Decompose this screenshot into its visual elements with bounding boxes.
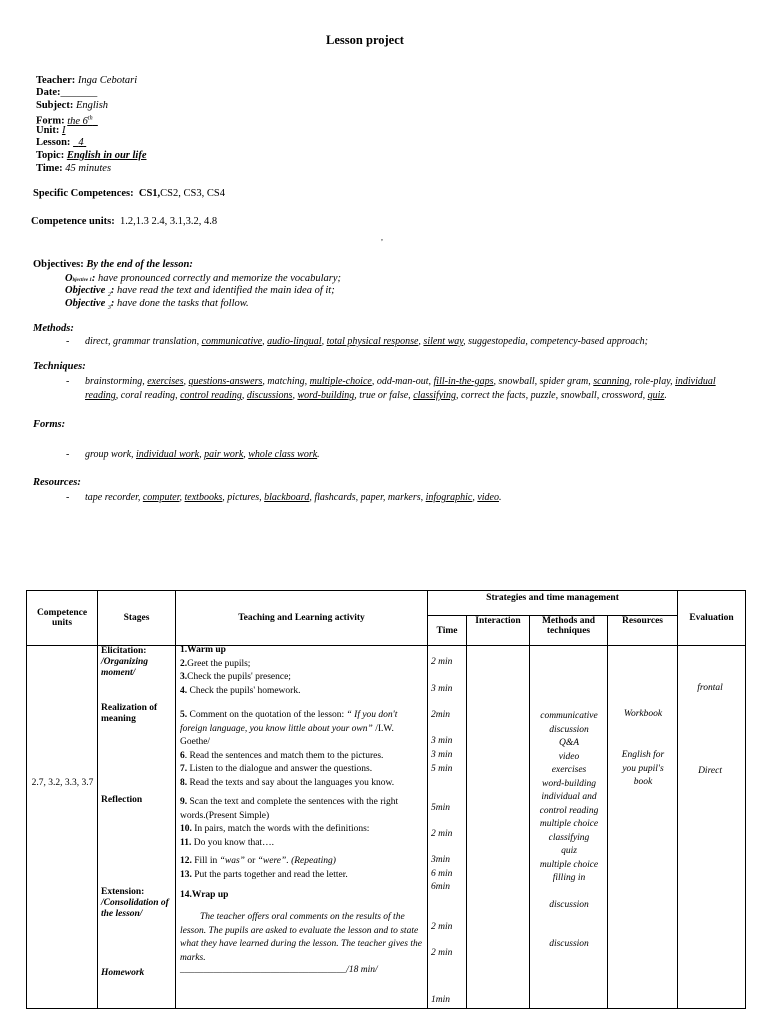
wrapup-text: The teacher offers oral comments on the results of the lesson. The pupils are asked to evaluate the lesson and to state what they have learned during the lesson. The teacher gives the marks. (180, 912, 422, 963)
time-value: 3 min (431, 750, 453, 760)
time-value: 45 minutes (65, 163, 112, 174)
lesson-value: 4 (78, 137, 84, 148)
list-segment: questions-answers (188, 376, 263, 387)
evaluation-item: Direct (698, 766, 722, 776)
list-segment: audio-lingual (267, 336, 322, 347)
time-value: 3min (431, 855, 450, 865)
method-item: classifying (548, 833, 590, 843)
stray-mark: , (381, 233, 383, 242)
list-segment: infographic (425, 492, 473, 503)
list-segment: , coral reading, (115, 390, 181, 401)
time-value: 2 min (431, 948, 453, 958)
list-segment: , matching, (262, 376, 310, 387)
list-segment: multiple-choice (309, 376, 372, 387)
lesson-table (26, 590, 746, 1009)
competence-cell: 2.7, 3.2, 3.3, 3.7 (27, 646, 98, 1009)
stages-cell (98, 646, 176, 1009)
list-segment: communicative (201, 336, 263, 347)
list-segment: video (477, 492, 499, 503)
list-segment: , odd-man-out, (371, 376, 434, 387)
list-segment: , (199, 449, 205, 460)
method-item: video (558, 752, 580, 762)
forms-bullet: - (66, 449, 70, 460)
list-segment: quiz (647, 390, 665, 401)
method-item: multiple choice (539, 860, 599, 870)
method-item: exercises (551, 765, 587, 775)
homework-line: ___________________________________/18 min/ (180, 965, 378, 975)
objectives-heading: Objectives: By the end of the lesson: (33, 259, 193, 270)
method-item: individual and (541, 792, 597, 802)
date-line (36, 87, 97, 100)
stage-extension: Extension: /Consolidation of the lesson/ (101, 887, 169, 919)
specific-competences: Specific Competences: CS1,CS2, CS3, CS4 (33, 188, 225, 199)
teacher-line (36, 75, 137, 88)
stage-realization: Realization of meaning (101, 703, 158, 724)
list-segment: silent way (423, 336, 464, 347)
objective-3: Objective $_3$: have done the tasks that follow. (65, 298, 249, 312)
activity-cell (176, 646, 428, 1009)
unit-value: I (61, 125, 66, 136)
time-value: 5 min (431, 764, 453, 774)
time-value: 2 min (431, 657, 453, 667)
lesson-label: Lesson: (36, 137, 71, 148)
stage-homework: Homework (101, 968, 145, 978)
subject-line (36, 100, 108, 113)
form-label: Form: (36, 115, 65, 127)
header-interaction: Interaction (467, 616, 530, 646)
method-item: discussion (549, 939, 589, 949)
objective-2: Objective $_2$: have read the text and identified the main idea of it; (65, 285, 335, 299)
list-segment: brainstorming, (85, 376, 148, 387)
method-item: word-building (541, 779, 596, 789)
evaluation-item: frontal (697, 683, 723, 693)
evaluation-cell (678, 646, 746, 1009)
list-segment: , pictures, (222, 492, 265, 503)
time-value: 2 min (431, 829, 453, 839)
header-methods: Methods and techniques (530, 616, 608, 646)
activities-realization: 5. Comment on the quotation of the lesson: “ If you don't foreign language, you know little about your own” /I.W. Goethe/ 6. Read the sentences and match them to the pictures. 7. Listen to the dialogue and answer the questions. 8. Read the texts and say about the languages you know. (180, 710, 398, 788)
lesson-line (36, 137, 86, 150)
time-value: 1min (431, 995, 450, 1005)
resource-item: you pupil's (622, 764, 664, 774)
techniques-heading: Techniques: (33, 361, 86, 372)
date-label: Date: (36, 87, 61, 98)
header-evaluation: Evaluation (678, 591, 746, 646)
subject-label: Subject: (36, 100, 74, 111)
method-item: discussion (549, 725, 589, 735)
list-segment: , (262, 336, 268, 347)
resource-item: English for (621, 750, 665, 760)
list-segment: exercises (147, 376, 184, 387)
list-segment: , (321, 336, 327, 347)
unit-line (36, 125, 65, 138)
method-item: communicative (540, 711, 598, 721)
method-item: quiz (561, 846, 577, 856)
list-segment: individual work (136, 449, 200, 460)
header-strategies: Strategies and time management (428, 591, 678, 616)
list-segment: direct, grammar translation, (85, 336, 202, 347)
time-line (36, 163, 111, 176)
competence-units: Competence units: 1.2,1.3 2.4, 3.1,3.2, 4.8 (31, 216, 218, 227)
techniques-list (85, 375, 740, 403)
topic-label: Topic: (36, 150, 65, 161)
topic-value: English in our life (66, 150, 147, 161)
teacher-value: Inga Cebotari (77, 75, 138, 86)
time-value: 2 min (431, 922, 453, 932)
time-value: 6 min (431, 869, 453, 879)
methods-heading: Methods: (33, 323, 74, 334)
topic-line (36, 150, 147, 163)
method-item: Q&A (558, 738, 580, 748)
list-segment: , (241, 390, 247, 401)
resources-heading: Resources: (33, 477, 81, 488)
time-value: 6min (431, 882, 450, 892)
activities-reflection: 9. Scan the text and complete the sentences with the right words.(Present Simple) 10. In pairs, match the words with the definitions: 11. Do you know that…. (180, 797, 399, 848)
list-segment: blackboard (264, 492, 310, 503)
list-segment: classifying (413, 390, 456, 401)
list-segment: , (418, 336, 424, 347)
list-segment: control reading (180, 390, 242, 401)
list-segment: whole class work (248, 449, 318, 460)
date-blank: _______ (60, 87, 98, 98)
method-item: discussion (549, 900, 589, 910)
list-segment: , (243, 449, 249, 460)
activities-wrapup: 14.Wrap up (180, 890, 229, 900)
forms-heading: Forms: (33, 419, 66, 430)
list-segment: , suggestopedia, competency-based approach; (463, 336, 649, 347)
list-segment: , (292, 390, 298, 401)
methods-bullet: - (66, 336, 70, 347)
list-segment: textbooks (184, 492, 223, 503)
list-segment: total physical response (326, 336, 419, 347)
stage-elicitation: Elicitation: /Organizing moment/ (101, 646, 148, 678)
header-resources: Resources (608, 616, 678, 646)
time-cell (428, 646, 467, 1009)
stage-reflection: Reflection (101, 795, 143, 805)
method-item: control reading (539, 806, 599, 816)
activities-repeating: 12. Fill in “was” or “were”. (Repeating) 13. Put the parts together and read the letter. (180, 856, 348, 880)
time-value: 3 min (431, 684, 453, 694)
list-segment: , correct the facts, puzzle, snowball, crossword, (455, 390, 648, 401)
list-segment: group work, (85, 449, 137, 460)
page-title: Lesson project (326, 33, 404, 47)
list-segment: tape recorder, (85, 492, 143, 503)
time-label: Time: (36, 163, 63, 174)
list-segment: fill-in-the-gaps (433, 376, 494, 387)
list-segment: pair work (204, 449, 244, 460)
resources-list (85, 491, 740, 505)
activities-warmup: 1.Warm up 2.Greet the pupils; 3.Check the pupils' presence; 4. Check the pupils' homework. (180, 645, 301, 696)
form-value: the 6th (67, 115, 93, 127)
interaction-cell (467, 646, 530, 1009)
time-value: 5min (431, 803, 450, 813)
list-segment: , snowball, spider gram, (493, 376, 594, 387)
header-stages: Stages (98, 591, 176, 646)
resource-item: book (633, 777, 653, 787)
method-item: multiple choice (539, 819, 599, 829)
list-segment: scanning (593, 376, 630, 387)
methods-list (85, 335, 740, 349)
header-activity: Teaching and Learning activity (176, 591, 428, 646)
method-item: filling in (552, 873, 586, 883)
resource-item: Workbook (623, 709, 663, 719)
list-segment: , true or false, (354, 390, 414, 401)
resources-bullet: - (66, 492, 70, 503)
header-time: Time (428, 616, 467, 646)
list-segment: , (183, 376, 189, 387)
forms-list (85, 448, 740, 462)
objective-1: Objective 1: have pronounced correctly and memorize the vocabulary; (65, 273, 341, 284)
header-competence-units: Competence units (27, 591, 98, 646)
list-segment: discussions (246, 390, 293, 401)
resources-cell (608, 646, 678, 1009)
techniques-bullet: - (66, 376, 70, 387)
unit-label: Unit: (36, 125, 60, 136)
list-segment: , flashcards, paper, markers, (309, 492, 426, 503)
list-segment: . (498, 492, 502, 503)
methods-cell (530, 646, 608, 1009)
teacher-label: Teacher: (36, 75, 76, 86)
subject-value: English (75, 100, 109, 111)
list-segment: word-building (297, 390, 355, 401)
list-segment: computer (142, 492, 180, 503)
list-segment: . (664, 390, 667, 401)
time-value: 3 min (431, 736, 453, 746)
list-segment: , (179, 492, 185, 503)
list-segment: , (472, 492, 478, 503)
time-value: 2min (431, 710, 450, 720)
list-segment: . (317, 449, 320, 460)
list-segment: individual reading (85, 376, 716, 401)
list-segment: , role-play, (629, 376, 676, 387)
